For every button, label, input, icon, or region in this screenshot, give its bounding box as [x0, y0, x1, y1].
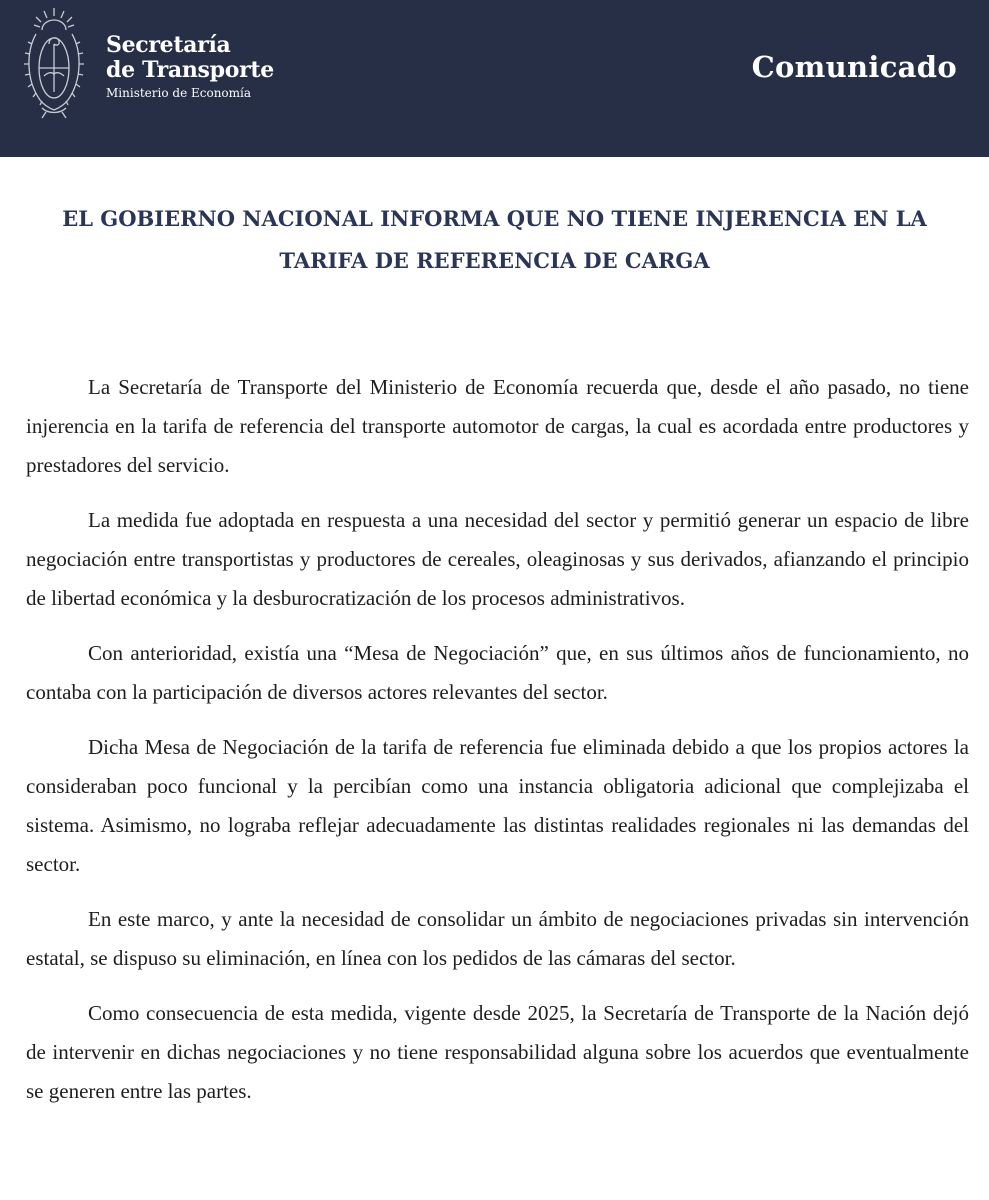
headline-line1: EL GOBIERNO NACIONAL INFORMA QUE NO TIENE INJERENCIA EN LA	[62, 206, 927, 231]
document-type-label: Comunicado	[751, 50, 957, 84]
paragraph: La medida fue adoptada en respuesta a una necesidad del sector y permitió generar un espacio de libre negociación entre transportistas y productores de cereales, oleaginosas y sus derivados, afianzando el principio de libertad económica y la desburocratización de los procesos administrativos.	[26, 508, 969, 610]
headline	[0, 198, 989, 282]
brand-block	[106, 33, 274, 101]
header-banner	[0, 0, 989, 157]
paragraph: Dicha Mesa de Negociación de la tarifa de referencia fue eliminada debido a que los propios actores la consideraban poco funcional y la percibían como una instancia obligatoria adicional que complejizaba el sistema. Asimismo, no lograba reflejar adecuadamente las distintas realidades regionales ni las demandas del sector.	[26, 735, 969, 876]
brand-title-line1: Secretaría	[106, 32, 231, 58]
headline-line2: TARIFA DE REFERENCIA DE CARGA	[279, 248, 710, 273]
argentina-coat-of-arms-icon	[22, 4, 86, 122]
paragraph: Como consecuencia de esta medida, vigente desde 2025, la Secretaría de Transporte de la Nación dejó de intervenir en dichas negociaciones y no tiene responsabilidad alguna sobre los acuerdos que eventualmente se generen entre las partes.	[26, 1001, 969, 1103]
paragraph: La Secretaría de Transporte del Ministerio de Economía recuerda que, desde el año pasado, no tiene injerencia en la tarifa de referencia del transporte automotor de cargas, la cual es acordada entre productores y prestadores del servicio.	[26, 375, 969, 477]
brand-ministry: Ministerio de Economía	[106, 86, 252, 100]
paragraph: En este marco, y ante la necesidad de consolidar un ámbito de negociaciones privadas sin intervención estatal, se dispuso su eliminación, en línea con los pedidos de las cámaras del sector.	[26, 907, 969, 970]
brand-title-line2: de Transporte	[106, 57, 274, 83]
paragraph: Con anterioridad, existía una “Mesa de Negociación” que, en sus últimos años de funcionamiento, no contaba con la participación de diversos actores relevantes del sector.	[26, 641, 969, 704]
body-text	[26, 368, 969, 1127]
